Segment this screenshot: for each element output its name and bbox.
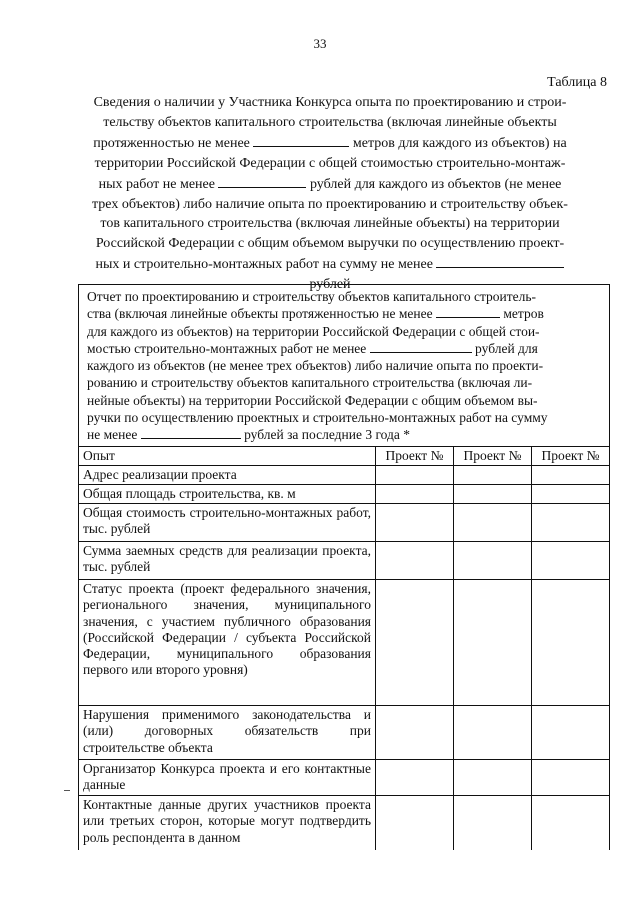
- table-label: Таблица 8: [547, 75, 607, 90]
- intro-line: [87, 305, 605, 322]
- table-row: [79, 580, 610, 706]
- blank-line: [218, 173, 306, 188]
- intro-line: [87, 426, 605, 443]
- intro-line: Отчет по проектированию и строительству объектов капитального строитель-: [87, 289, 537, 304]
- header-project-1: Проект №: [376, 446, 454, 465]
- table-row: [79, 706, 610, 760]
- table-row: [79, 542, 610, 580]
- data-cell: [532, 542, 610, 580]
- heading-line: [80, 173, 580, 195]
- data-cell: [376, 485, 454, 504]
- data-cell: [454, 465, 532, 484]
- intro-cell: [79, 285, 610, 447]
- intro-line: ручки по осуществлению проектных и строительно-монтажных работ на сумму: [87, 410, 548, 426]
- row-label: Сумма заемных средств для реализации проекта, тыс. рублей: [79, 542, 376, 580]
- blank-line: [436, 253, 564, 268]
- heading: [80, 93, 580, 294]
- intro-text: метров: [503, 306, 544, 322]
- data-cell: [376, 580, 454, 706]
- heading-line: территории Российской Федерации с общей стоимостью строительно-монтаж-: [94, 155, 566, 171]
- data-cell: [532, 465, 610, 484]
- table-row: [79, 504, 610, 542]
- data-cell: [454, 580, 532, 706]
- data-cell: [454, 796, 532, 850]
- header-project-2: Проект №: [454, 446, 532, 465]
- heading-line: [80, 253, 580, 275]
- heading-line: рублей: [309, 276, 351, 292]
- data-cell: [376, 465, 454, 484]
- table-row: [79, 485, 610, 504]
- header-project-3: Проект №: [532, 446, 610, 465]
- data-cell: [454, 706, 532, 760]
- data-cell: [376, 796, 454, 850]
- row-label: Адрес реализации проекта: [79, 465, 376, 484]
- row-label: Организатор Конкурса проекта и его контактные данные: [79, 760, 376, 796]
- intro-line: рованию и строительству объектов капитального строительства (включая ли-: [87, 375, 533, 391]
- heading-text: ных и строительно-монтажных работ на сумму не менее: [95, 257, 433, 272]
- heading-text: метров для каждого из объектов) на: [352, 136, 567, 151]
- data-cell: [454, 485, 532, 504]
- header-row: [79, 446, 610, 465]
- blank-line: [436, 305, 500, 318]
- intro-text: рублей для: [475, 340, 538, 356]
- intro-line: [87, 340, 605, 357]
- data-cell: [532, 760, 610, 796]
- margin-mark: [64, 790, 70, 791]
- data-cell: [532, 796, 610, 850]
- data-cell: [376, 760, 454, 796]
- row-label: Статус проекта (проект федерального значения, регионального значения, муниципального значения, с участием публичного образования (Российской Федерации / субъекта Российской Федерации, муниципального образования первого или второго уровня): [79, 580, 376, 706]
- heading-text: рублей для каждого из объектов (не менее: [309, 177, 562, 192]
- header-experience: Опыт: [79, 446, 376, 465]
- row-label: Нарушения применимого законодательства и (или) договорных обязательств при строительстве объекта: [79, 706, 376, 760]
- intro-text: не менее: [87, 427, 138, 443]
- intro-line: каждого из объектов (не менее трех объектов) либо наличие опыта по проекти-: [87, 358, 544, 374]
- heading-line: тов капитального строительства (включая линейные объекты) на территории: [100, 216, 560, 231]
- intro-row: [79, 285, 610, 447]
- heading-text: ных работ не менее: [98, 177, 215, 192]
- data-cell: [532, 485, 610, 504]
- blank-line: [253, 132, 349, 147]
- heading-line: Сведения о наличии у Участника Конкурса опыта по проектированию и строи-: [93, 95, 567, 110]
- intro-text: мостью строительно-монтажных работ не менее: [87, 340, 367, 356]
- table-row: [79, 465, 610, 484]
- data-cell: [532, 504, 610, 542]
- intro-text: ства (включая линейные объекты протяженностью не менее: [87, 306, 433, 322]
- data-cell: [376, 706, 454, 760]
- table-row: [79, 760, 610, 796]
- intro-line: нейные объекты) на территории Российской Федерации с общим объемом вы-: [87, 392, 538, 408]
- intro-line: для каждого из объектов) на территории Российской Федерации с общей стои-: [87, 323, 540, 339]
- heading-line: Российской Федерации с общим объемом выручки по осуществлению проект-: [95, 235, 565, 251]
- heading-text: протяженностью не менее: [93, 136, 250, 151]
- table-row: [79, 796, 610, 850]
- blank-line: [141, 426, 241, 439]
- heading-line: [80, 132, 580, 154]
- row-label: Общая площадь строительства, кв. м: [79, 485, 376, 504]
- data-cell: [454, 504, 532, 542]
- data-cell: [532, 706, 610, 760]
- data-cell: [376, 542, 454, 580]
- heading-line: трех объектов) либо наличие опыта по проектированию и строительству объек-: [92, 196, 568, 212]
- data-cell: [532, 580, 610, 706]
- page-number: 33: [313, 36, 327, 51]
- row-label: Контактные данные других участников проекта или третьих сторон, которые могут подтвердить роль респондента в данном: [79, 796, 376, 850]
- data-cell: [376, 504, 454, 542]
- row-label: Общая стоимость строительно-монтажных работ, тыс. рублей: [79, 504, 376, 542]
- data-cell: [454, 542, 532, 580]
- intro-text: рублей за последние 3 года *: [244, 427, 411, 443]
- data-cell: [454, 760, 532, 796]
- blank-line: [370, 340, 472, 353]
- heading-line: тельству объектов капитального строительства (включая линейные объекты: [103, 114, 557, 130]
- report-table: [78, 284, 610, 850]
